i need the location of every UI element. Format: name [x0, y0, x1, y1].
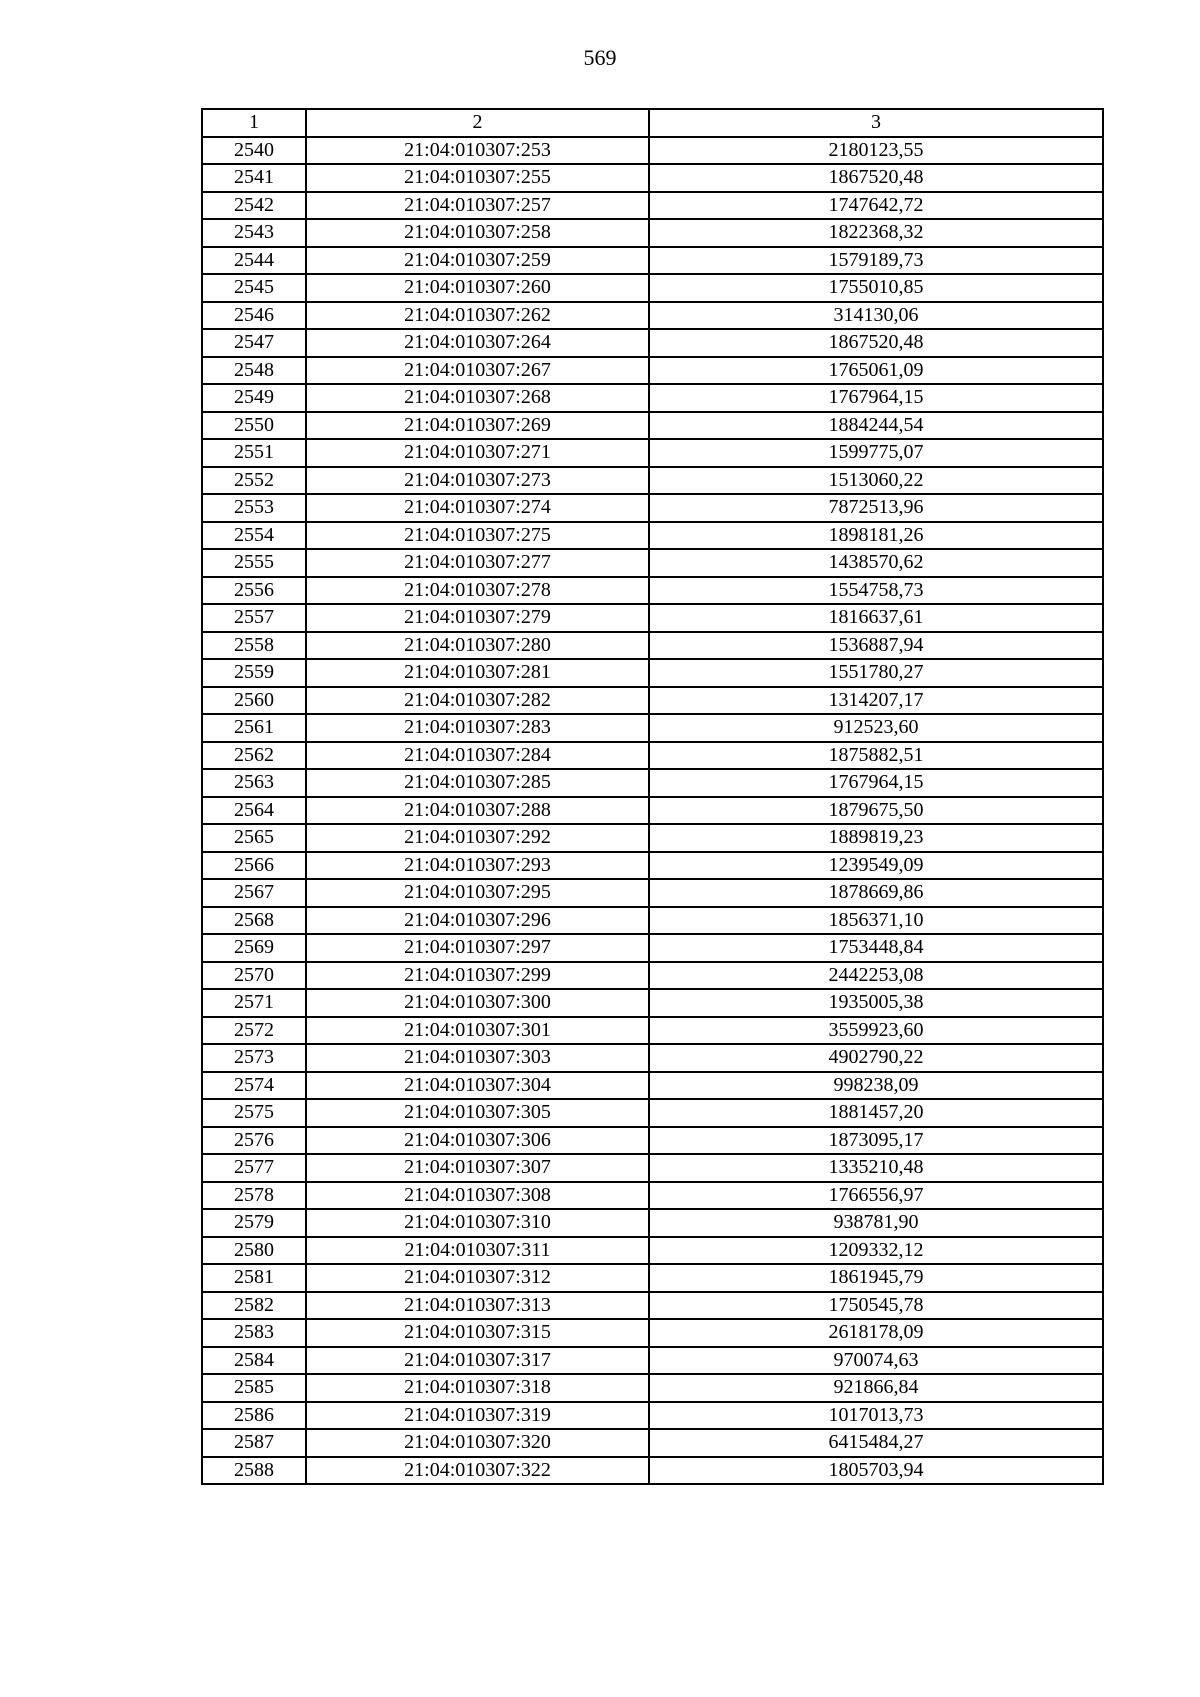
value-cell: 1867520,48: [649, 329, 1103, 357]
row-number-cell: 2541: [202, 164, 306, 192]
cadastral-number-cell: 21:04:010307:310: [306, 1209, 649, 1237]
table-row: [202, 247, 1103, 275]
row-number-cell: 2573: [202, 1044, 306, 1072]
cadastral-number-cell: 21:04:010307:275: [306, 522, 649, 550]
row-number-cell: 2586: [202, 1402, 306, 1430]
table-row: [202, 164, 1103, 192]
cadastral-number-cell: 21:04:010307:311: [306, 1237, 649, 1265]
value-cell: 1314207,17: [649, 687, 1103, 715]
value-cell: 1239549,09: [649, 852, 1103, 880]
row-number-cell: 2588: [202, 1457, 306, 1485]
row-number-cell: 2563: [202, 769, 306, 797]
cadastral-number-cell: 21:04:010307:301: [306, 1017, 649, 1045]
row-number-cell: 2576: [202, 1127, 306, 1155]
value-cell: 1822368,32: [649, 219, 1103, 247]
row-number-cell: 2558: [202, 632, 306, 660]
row-number-cell: 2554: [202, 522, 306, 550]
row-number-cell: 2543: [202, 219, 306, 247]
row-number-cell: 2568: [202, 907, 306, 935]
table-row: [202, 384, 1103, 412]
table-row: [202, 769, 1103, 797]
cadastral-number-cell: 21:04:010307:313: [306, 1292, 649, 1320]
value-cell: 1805703,94: [649, 1457, 1103, 1485]
table-row: [202, 1374, 1103, 1402]
value-cell: 1935005,38: [649, 989, 1103, 1017]
table-row: [202, 494, 1103, 522]
cadastral-number-cell: 21:04:010307:264: [306, 329, 649, 357]
row-number-cell: 2567: [202, 879, 306, 907]
table-row: [202, 1319, 1103, 1347]
cadastral-number-cell: 21:04:010307:306: [306, 1127, 649, 1155]
cadastral-number-cell: 21:04:010307:305: [306, 1099, 649, 1127]
row-number-cell: 2569: [202, 934, 306, 962]
cadastral-number-cell: 21:04:010307:295: [306, 879, 649, 907]
row-number-cell: 2562: [202, 742, 306, 770]
value-cell: 1017013,73: [649, 1402, 1103, 1430]
table-row: [202, 302, 1103, 330]
row-number-cell: 2561: [202, 714, 306, 742]
table-row: [202, 1402, 1103, 1430]
table-row: [202, 1154, 1103, 1182]
row-number-cell: 2556: [202, 577, 306, 605]
column-header: 1: [202, 109, 306, 137]
value-cell: 1767964,15: [649, 769, 1103, 797]
value-cell: 1856371,10: [649, 907, 1103, 935]
table-row: [202, 604, 1103, 632]
table-row: [202, 1127, 1103, 1155]
table-row: [202, 907, 1103, 935]
value-cell: 1873095,17: [649, 1127, 1103, 1155]
value-cell: 1536887,94: [649, 632, 1103, 660]
cadastral-number-cell: 21:04:010307:293: [306, 852, 649, 880]
table-row: [202, 577, 1103, 605]
table-row: [202, 192, 1103, 220]
cadastral-number-cell: 21:04:010307:259: [306, 247, 649, 275]
value-cell: 1816637,61: [649, 604, 1103, 632]
cadastral-number-cell: 21:04:010307:262: [306, 302, 649, 330]
cadastral-number-cell: 21:04:010307:312: [306, 1264, 649, 1292]
row-number-cell: 2557: [202, 604, 306, 632]
value-cell: 938781,90: [649, 1209, 1103, 1237]
cadastral-number-cell: 21:04:010307:288: [306, 797, 649, 825]
cadastral-number-cell: 21:04:010307:257: [306, 192, 649, 220]
table-row: [202, 412, 1103, 440]
value-cell: 912523,60: [649, 714, 1103, 742]
row-number-cell: 2542: [202, 192, 306, 220]
table-row: [202, 962, 1103, 990]
row-number-cell: 2581: [202, 1264, 306, 1292]
value-cell: 4902790,22: [649, 1044, 1103, 1072]
table-row: [202, 1292, 1103, 1320]
cadastral-number-cell: 21:04:010307:283: [306, 714, 649, 742]
table-row: [202, 522, 1103, 550]
table-row: [202, 824, 1103, 852]
row-number-cell: 2564: [202, 797, 306, 825]
table-row: [202, 1347, 1103, 1375]
row-number-cell: 2570: [202, 962, 306, 990]
row-number-cell: 2545: [202, 274, 306, 302]
table-row: [202, 989, 1103, 1017]
table-row: [202, 934, 1103, 962]
value-cell: 7872513,96: [649, 494, 1103, 522]
row-number-cell: 2548: [202, 357, 306, 385]
row-number-cell: 2577: [202, 1154, 306, 1182]
row-number-cell: 2546: [202, 302, 306, 330]
value-cell: 2180123,55: [649, 137, 1103, 165]
value-cell: 2618178,09: [649, 1319, 1103, 1347]
cadastral-number-cell: 21:04:010307:304: [306, 1072, 649, 1100]
cadastral-number-cell: 21:04:010307:303: [306, 1044, 649, 1072]
row-number-cell: 2579: [202, 1209, 306, 1237]
value-cell: 1867520,48: [649, 164, 1103, 192]
cadastral-number-cell: 21:04:010307:300: [306, 989, 649, 1017]
cadastral-number-cell: 21:04:010307:292: [306, 824, 649, 852]
value-cell: 1750545,78: [649, 1292, 1103, 1320]
column-header: 2: [306, 109, 649, 137]
row-number-cell: 2547: [202, 329, 306, 357]
row-number-cell: 2572: [202, 1017, 306, 1045]
row-number-cell: 2565: [202, 824, 306, 852]
row-number-cell: 2549: [202, 384, 306, 412]
row-number-cell: 2584: [202, 1347, 306, 1375]
value-cell: 1884244,54: [649, 412, 1103, 440]
table-row: [202, 632, 1103, 660]
row-number-cell: 2580: [202, 1237, 306, 1265]
value-cell: 1551780,27: [649, 659, 1103, 687]
value-cell: 1898181,26: [649, 522, 1103, 550]
cadastral-number-cell: 21:04:010307:284: [306, 742, 649, 770]
table-row: [202, 879, 1103, 907]
table-row: [202, 659, 1103, 687]
value-cell: 3559923,60: [649, 1017, 1103, 1045]
cadastral-number-cell: 21:04:010307:308: [306, 1182, 649, 1210]
table-row: [202, 1237, 1103, 1265]
table-header-row: [202, 109, 1103, 137]
value-cell: 1766556,97: [649, 1182, 1103, 1210]
value-cell: 1881457,20: [649, 1099, 1103, 1127]
table-row: [202, 1209, 1103, 1237]
table-row: [202, 1264, 1103, 1292]
table-row: [202, 274, 1103, 302]
row-number-cell: 2555: [202, 549, 306, 577]
table-row: [202, 1044, 1103, 1072]
value-cell: 998238,09: [649, 1072, 1103, 1100]
value-cell: 970074,63: [649, 1347, 1103, 1375]
value-cell: 1599775,07: [649, 439, 1103, 467]
data-table: [201, 108, 1104, 1485]
row-number-cell: 2575: [202, 1099, 306, 1127]
value-cell: 1767964,15: [649, 384, 1103, 412]
cadastral-number-cell: 21:04:010307:258: [306, 219, 649, 247]
table-body: [202, 109, 1103, 1484]
row-number-cell: 2550: [202, 412, 306, 440]
cadastral-number-cell: 21:04:010307:268: [306, 384, 649, 412]
value-cell: 1335210,48: [649, 1154, 1103, 1182]
value-cell: 1554758,73: [649, 577, 1103, 605]
table-row: [202, 549, 1103, 577]
row-number-cell: 2574: [202, 1072, 306, 1100]
row-number-cell: 2540: [202, 137, 306, 165]
cadastral-number-cell: 21:04:010307:296: [306, 907, 649, 935]
table-row: [202, 467, 1103, 495]
row-number-cell: 2560: [202, 687, 306, 715]
table-row: [202, 1457, 1103, 1485]
table-row: [202, 137, 1103, 165]
row-number-cell: 2553: [202, 494, 306, 522]
table-row: [202, 687, 1103, 715]
cadastral-number-cell: 21:04:010307:281: [306, 659, 649, 687]
cadastral-number-cell: 21:04:010307:269: [306, 412, 649, 440]
cadastral-number-cell: 21:04:010307:273: [306, 467, 649, 495]
page-number: 569: [583, 45, 617, 70]
table-row: [202, 1072, 1103, 1100]
value-cell: 2442253,08: [649, 962, 1103, 990]
value-cell: 6415484,27: [649, 1429, 1103, 1457]
value-cell: 1755010,85: [649, 274, 1103, 302]
cadastral-number-cell: 21:04:010307:260: [306, 274, 649, 302]
table-row: [202, 219, 1103, 247]
table-row: [202, 1429, 1103, 1457]
table-row: [202, 329, 1103, 357]
table-row: [202, 357, 1103, 385]
cadastral-number-cell: 21:04:010307:315: [306, 1319, 649, 1347]
cadastral-number-cell: 21:04:010307:317: [306, 1347, 649, 1375]
row-number-cell: 2566: [202, 852, 306, 880]
value-cell: 1889819,23: [649, 824, 1103, 852]
table-row: [202, 439, 1103, 467]
table-row: [202, 1182, 1103, 1210]
cadastral-number-cell: 21:04:010307:278: [306, 577, 649, 605]
row-number-cell: 2544: [202, 247, 306, 275]
cadastral-number-cell: 21:04:010307:280: [306, 632, 649, 660]
value-cell: 314130,06: [649, 302, 1103, 330]
cadastral-number-cell: 21:04:010307:320: [306, 1429, 649, 1457]
row-number-cell: 2559: [202, 659, 306, 687]
value-cell: 1209332,12: [649, 1237, 1103, 1265]
value-cell: 1753448,84: [649, 934, 1103, 962]
row-number-cell: 2578: [202, 1182, 306, 1210]
value-cell: 1765061,09: [649, 357, 1103, 385]
value-cell: 1878669,86: [649, 879, 1103, 907]
cadastral-number-cell: 21:04:010307:322: [306, 1457, 649, 1485]
value-cell: 921866,84: [649, 1374, 1103, 1402]
row-number-cell: 2571: [202, 989, 306, 1017]
row-number-cell: 2582: [202, 1292, 306, 1320]
cadastral-number-cell: 21:04:010307:307: [306, 1154, 649, 1182]
cadastral-number-cell: 21:04:010307:318: [306, 1374, 649, 1402]
cadastral-number-cell: 21:04:010307:285: [306, 769, 649, 797]
row-number-cell: 2551: [202, 439, 306, 467]
cadastral-number-cell: 21:04:010307:299: [306, 962, 649, 990]
table-row: [202, 1017, 1103, 1045]
cadastral-number-cell: 21:04:010307:267: [306, 357, 649, 385]
cadastral-number-cell: 21:04:010307:279: [306, 604, 649, 632]
cadastral-number-cell: 21:04:010307:297: [306, 934, 649, 962]
row-number-cell: 2583: [202, 1319, 306, 1347]
table-row: [202, 797, 1103, 825]
value-cell: 1861945,79: [649, 1264, 1103, 1292]
value-cell: 1747642,72: [649, 192, 1103, 220]
table-row: [202, 714, 1103, 742]
cadastral-number-cell: 21:04:010307:271: [306, 439, 649, 467]
table-row: [202, 742, 1103, 770]
row-number-cell: 2587: [202, 1429, 306, 1457]
cadastral-number-cell: 21:04:010307:319: [306, 1402, 649, 1430]
cadastral-number-cell: 21:04:010307:274: [306, 494, 649, 522]
cadastral-number-cell: 21:04:010307:255: [306, 164, 649, 192]
table-row: [202, 1099, 1103, 1127]
table-row: [202, 852, 1103, 880]
value-cell: 1579189,73: [649, 247, 1103, 275]
value-cell: 1438570,62: [649, 549, 1103, 577]
row-number-cell: 2552: [202, 467, 306, 495]
cadastral-number-cell: 21:04:010307:282: [306, 687, 649, 715]
cadastral-number-cell: 21:04:010307:253: [306, 137, 649, 165]
value-cell: 1875882,51: [649, 742, 1103, 770]
column-header: 3: [649, 109, 1103, 137]
row-number-cell: 2585: [202, 1374, 306, 1402]
value-cell: 1513060,22: [649, 467, 1103, 495]
value-cell: 1879675,50: [649, 797, 1103, 825]
cadastral-number-cell: 21:04:010307:277: [306, 549, 649, 577]
